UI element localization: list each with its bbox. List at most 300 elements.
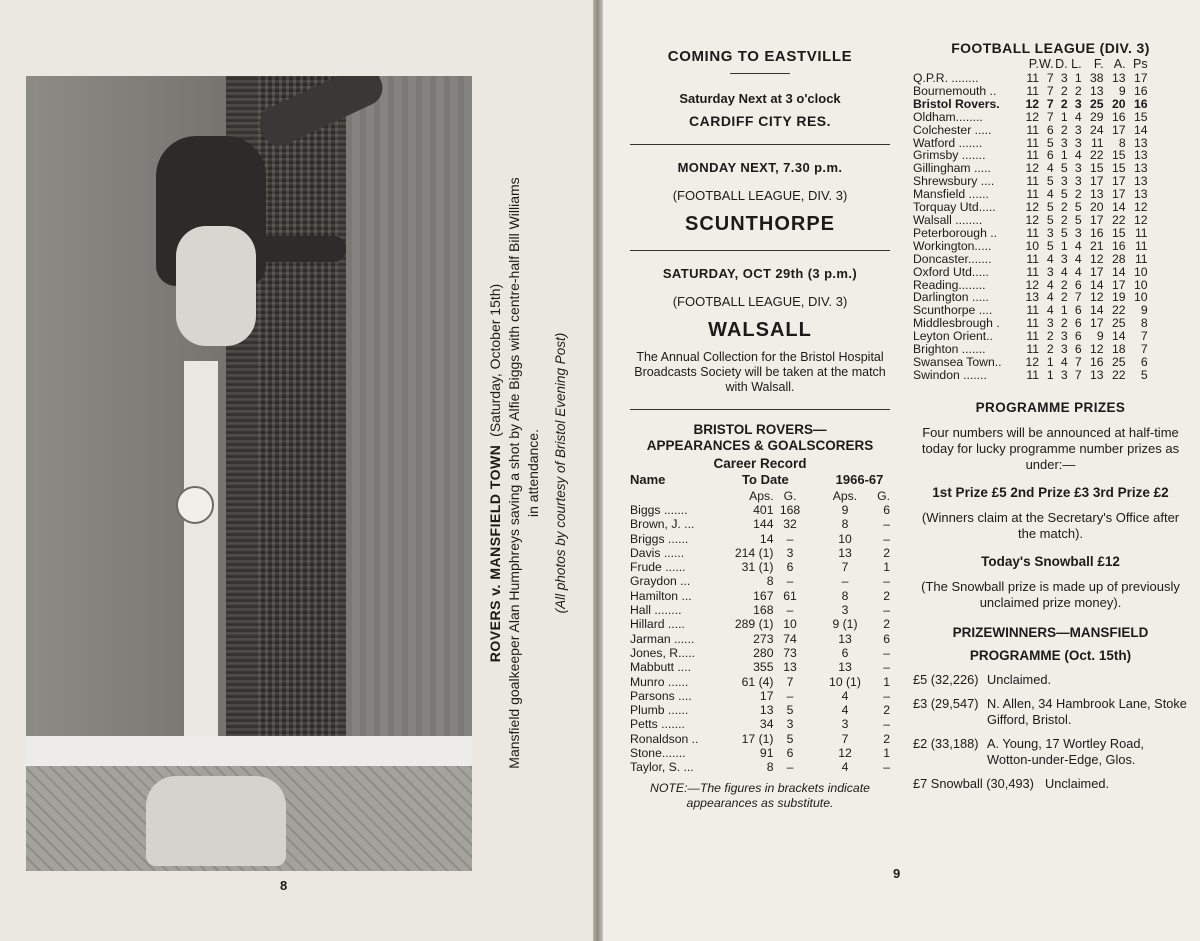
season-goals: 2 bbox=[883, 545, 890, 560]
prizewinner-row bbox=[913, 736, 1188, 767]
player-row bbox=[630, 660, 890, 674]
match1-when: Saturday Next at 3 o'clock bbox=[679, 91, 841, 106]
played: 11 bbox=[1026, 122, 1039, 137]
league-row bbox=[913, 253, 1148, 266]
goals-for: 13 bbox=[1090, 367, 1104, 382]
played: 11 bbox=[1026, 71, 1039, 85]
player-name: Petts ....... bbox=[630, 717, 685, 732]
points: 7 bbox=[1140, 329, 1148, 344]
drawn: 2 bbox=[1060, 122, 1068, 137]
goals-for: 20 bbox=[1090, 200, 1104, 215]
goals-against: 20 bbox=[1112, 96, 1126, 111]
photo-player2-legs bbox=[246, 236, 346, 262]
player-name: Jarman ...... bbox=[630, 631, 695, 646]
caption-credit: (All photos by courtesy of Bristol Evening Post) bbox=[553, 332, 568, 614]
won: 3 bbox=[1046, 225, 1054, 240]
prizes-intro: Four numbers will be announced at half-time today for lucky programme number prizes as under:— bbox=[921, 424, 1180, 472]
player-name: Brown, J. ... bbox=[630, 517, 695, 532]
drawn: 2 bbox=[1060, 316, 1068, 331]
team-name: Scunthorpe .... bbox=[913, 303, 993, 318]
goals-against: 16 bbox=[1112, 238, 1126, 253]
played: 12 bbox=[1025, 277, 1039, 292]
goals-against: 22 bbox=[1112, 212, 1126, 227]
player-name: Plumb ...... bbox=[630, 703, 689, 718]
book-gutter bbox=[593, 0, 603, 941]
goals-for: 14 bbox=[1090, 277, 1104, 292]
league-col-header: A. bbox=[1113, 57, 1126, 71]
career-apps: 34 bbox=[759, 717, 774, 732]
goals-against: 22 bbox=[1112, 367, 1126, 382]
played: 11 bbox=[1026, 225, 1039, 240]
league-row bbox=[913, 124, 1148, 137]
season-goals: – bbox=[883, 717, 890, 732]
drawn: 3 bbox=[1060, 342, 1068, 357]
career-goals: 5 bbox=[786, 731, 794, 746]
season-apps: 9 (1) bbox=[832, 617, 858, 632]
goals-for: 13 bbox=[1090, 187, 1104, 202]
career-goals: 73 bbox=[783, 645, 797, 660]
prizewinner-row bbox=[913, 672, 1188, 688]
drawn: 4 bbox=[1060, 264, 1068, 279]
player-name: Hillard ..... bbox=[630, 617, 685, 632]
won: 3 bbox=[1046, 264, 1054, 279]
player-name: Davis ...... bbox=[630, 545, 685, 560]
career-goals: 32 bbox=[783, 517, 797, 532]
match2-when: MONDAY NEXT, 7.30 p.m. bbox=[677, 160, 843, 175]
drawn: 3 bbox=[1060, 251, 1068, 266]
league-col-header: D. bbox=[1055, 57, 1068, 71]
season-apps: 13 bbox=[838, 631, 852, 646]
substitute-note: NOTE:—The figures in brackets indicate appearances as substitute. bbox=[649, 780, 871, 810]
points: 5 bbox=[1140, 367, 1148, 382]
goals-against: 15 bbox=[1112, 225, 1126, 240]
points: 15 bbox=[1134, 109, 1148, 124]
prizewinner-row bbox=[913, 776, 1188, 792]
goals-against: 16 bbox=[1112, 109, 1126, 124]
league-row bbox=[913, 240, 1148, 253]
player-row bbox=[630, 675, 890, 689]
goals-for: 13 bbox=[1090, 83, 1104, 98]
prizes-title: PROGRAMME PRIZES bbox=[975, 399, 1126, 415]
season-goals: – bbox=[883, 517, 890, 532]
season-goals: 1 bbox=[883, 674, 890, 689]
goals-against: 15 bbox=[1112, 148, 1126, 163]
match2-opponent: SCUNTHORPE bbox=[684, 213, 835, 235]
drawn: 1 bbox=[1060, 303, 1068, 318]
col-aps: Aps. bbox=[749, 489, 774, 503]
player-row bbox=[630, 517, 890, 531]
season-apps: 7 bbox=[841, 731, 849, 746]
won: 4 bbox=[1046, 161, 1054, 176]
won: 5 bbox=[1046, 212, 1054, 227]
drawn: 2 bbox=[1060, 96, 1068, 111]
caption-date: (Saturday, October 15th) bbox=[487, 283, 503, 437]
prize-label: £5 (32,226) bbox=[913, 671, 979, 687]
league-col-header: P. bbox=[1028, 57, 1039, 71]
short-rule bbox=[730, 73, 790, 74]
col-g: G. bbox=[783, 489, 797, 503]
season-apps: 4 bbox=[841, 688, 849, 703]
player-name: Jones, R..... bbox=[630, 645, 696, 660]
match3-when: SATURDAY, OCT 29th (3 p.m.) bbox=[662, 266, 858, 281]
lost: 4 bbox=[1074, 264, 1082, 279]
photo-ball bbox=[176, 486, 214, 524]
played: 11 bbox=[1026, 187, 1039, 202]
lost: 4 bbox=[1074, 109, 1082, 124]
points: 13 bbox=[1134, 187, 1148, 202]
won: 2 bbox=[1046, 342, 1054, 357]
goals-for: 9 bbox=[1096, 329, 1104, 344]
goals-for: 38 bbox=[1090, 71, 1104, 85]
career-apps: 8 bbox=[766, 760, 774, 775]
team-name: Bristol Rovers. bbox=[913, 96, 1000, 111]
played: 11 bbox=[1026, 329, 1039, 344]
played: 11 bbox=[1026, 83, 1039, 98]
season-apps: 13 bbox=[838, 660, 852, 675]
season-goals: – bbox=[883, 760, 890, 775]
caption-title: ROVERS v. MANSFIELD TOWN bbox=[487, 444, 503, 663]
team-name: Middlesbrough . bbox=[913, 316, 1000, 331]
drawn: 4 bbox=[1060, 354, 1068, 369]
lost: 2 bbox=[1074, 187, 1082, 202]
team-name: Mansfield ...... bbox=[913, 187, 989, 202]
goals-for: 16 bbox=[1090, 225, 1104, 240]
team-name: Oldham........ bbox=[913, 109, 983, 124]
played: 10 bbox=[1025, 238, 1039, 253]
played: 11 bbox=[1026, 148, 1039, 163]
player-name: Frude ...... bbox=[630, 560, 686, 575]
career-apps: 355 bbox=[753, 660, 774, 675]
goals-for: 12 bbox=[1090, 342, 1104, 357]
season-apps: 3 bbox=[841, 717, 849, 732]
won: 4 bbox=[1046, 290, 1054, 305]
team-name: Shrewsbury .... bbox=[913, 174, 995, 189]
drawn: 3 bbox=[1060, 135, 1068, 150]
goals-against: 17 bbox=[1112, 277, 1126, 292]
played: 12 bbox=[1025, 212, 1039, 227]
career-goals: 3 bbox=[786, 717, 794, 732]
prizewinner-row bbox=[913, 696, 1188, 727]
match1-opponent: CARDIFF CITY RES. bbox=[688, 113, 832, 129]
career-apps: 17 bbox=[759, 688, 774, 703]
goals-for: 17 bbox=[1090, 264, 1104, 279]
played: 11 bbox=[1026, 135, 1039, 150]
lost: 5 bbox=[1074, 212, 1082, 227]
league-col-header: Ps bbox=[1133, 57, 1148, 71]
player-row bbox=[630, 632, 890, 646]
photo-crossbar bbox=[26, 736, 472, 766]
career-apps: 167 bbox=[753, 588, 774, 603]
season-goals: – bbox=[883, 688, 890, 703]
won: 2 bbox=[1046, 329, 1054, 344]
match3-opponent: WALSALL bbox=[708, 319, 812, 341]
points: 11 bbox=[1134, 238, 1148, 253]
goals-for: 22 bbox=[1090, 148, 1104, 163]
career-apps: 401 bbox=[753, 503, 774, 517]
player-row bbox=[630, 603, 890, 617]
caption-description-2: in attendance. bbox=[525, 429, 541, 517]
won: 6 bbox=[1046, 148, 1054, 163]
goals-against: 15 bbox=[1112, 161, 1126, 176]
career-apps: 31 (1) bbox=[741, 560, 774, 575]
col-name: Name bbox=[630, 472, 666, 487]
goals-against: 14 bbox=[1112, 264, 1126, 279]
player-row bbox=[630, 717, 890, 731]
lost: 4 bbox=[1074, 238, 1082, 253]
player-name: Stone....... bbox=[630, 746, 686, 761]
goals-for: 12 bbox=[1090, 290, 1104, 305]
player-row bbox=[630, 732, 890, 746]
played: 11 bbox=[1026, 174, 1039, 189]
match-photo bbox=[26, 76, 472, 871]
played: 12 bbox=[1025, 200, 1039, 215]
team-name: Leyton Orient.. bbox=[913, 329, 993, 344]
played: 12 bbox=[1025, 354, 1039, 369]
prizewinners-subtitle: PROGRAMME (Oct. 15th) bbox=[969, 647, 1132, 663]
points: 17 bbox=[1134, 71, 1148, 85]
goals-against: 17 bbox=[1112, 122, 1126, 137]
lost: 6 bbox=[1074, 316, 1082, 331]
won: 4 bbox=[1046, 251, 1054, 266]
career-record-label: Career Record bbox=[713, 456, 807, 471]
won: 5 bbox=[1046, 200, 1054, 215]
won: 5 bbox=[1046, 174, 1054, 189]
drawn: 1 bbox=[1060, 109, 1068, 124]
won: 4 bbox=[1046, 303, 1054, 318]
played: 12 bbox=[1025, 161, 1039, 176]
team-name: Brighton ....... bbox=[913, 342, 986, 357]
career-apps: 273 bbox=[753, 631, 774, 646]
season-apps: 10 bbox=[838, 531, 852, 546]
goals-for: 17 bbox=[1090, 212, 1104, 227]
season-goals: 6 bbox=[883, 503, 890, 517]
points: 16 bbox=[1134, 83, 1148, 98]
points: 14 bbox=[1134, 122, 1148, 137]
appearances-title-line1: BRISTOL ROVERS— bbox=[693, 422, 827, 437]
career-apps: 17 (1) bbox=[741, 731, 774, 746]
lost: 6 bbox=[1074, 303, 1082, 318]
points: 10 bbox=[1134, 277, 1148, 292]
player-name: Graydon ... bbox=[630, 574, 691, 589]
player-row bbox=[630, 689, 890, 703]
appearances-title-line2: APPEARANCES & GOALSCORERS bbox=[646, 438, 874, 453]
team-name: Reading........ bbox=[913, 277, 986, 292]
points: 16 bbox=[1134, 96, 1148, 111]
drawn: 2 bbox=[1060, 212, 1068, 227]
lost: 3 bbox=[1074, 161, 1082, 176]
player-row bbox=[630, 760, 890, 774]
career-goals: – bbox=[786, 603, 794, 618]
lost: 4 bbox=[1074, 148, 1082, 163]
player-row bbox=[630, 532, 890, 546]
won: 5 bbox=[1046, 135, 1054, 150]
career-goals: 6 bbox=[786, 560, 794, 575]
points: 10 bbox=[1134, 264, 1148, 279]
career-goals: – bbox=[786, 531, 794, 546]
goals-for: 17 bbox=[1090, 316, 1104, 331]
played: 11 bbox=[1026, 367, 1039, 382]
drawn: 5 bbox=[1060, 187, 1068, 202]
drawn: 2 bbox=[1060, 200, 1068, 215]
goals-for: 14 bbox=[1090, 303, 1104, 318]
played: 11 bbox=[1026, 303, 1039, 318]
prize-winner: N. Allen, 34 Hambrook Lane, Stoke Gifford, Bristol. bbox=[987, 696, 1187, 727]
match2-competition: (FOOTBALL LEAGUE, DIV. 3) bbox=[672, 188, 848, 203]
goals-for: 11 bbox=[1090, 135, 1104, 150]
season-apps: 7 bbox=[841, 560, 849, 575]
league-col-header: W. bbox=[1039, 57, 1054, 71]
career-goals: 3 bbox=[786, 545, 794, 560]
goals-for: 24 bbox=[1090, 122, 1104, 137]
career-goals: – bbox=[786, 574, 794, 589]
lost: 7 bbox=[1074, 290, 1082, 305]
left-column bbox=[630, 40, 890, 811]
season-apps: 4 bbox=[841, 703, 849, 718]
goals-against: 13 bbox=[1112, 71, 1126, 85]
career-apps: 8 bbox=[766, 574, 774, 589]
player-name: Hamilton ... bbox=[630, 588, 692, 603]
season-apps: 12 bbox=[838, 746, 852, 761]
goals-against: 25 bbox=[1112, 316, 1126, 331]
col-g: G. bbox=[877, 489, 890, 503]
points: 13 bbox=[1134, 148, 1148, 163]
career-apps: 144 bbox=[753, 517, 774, 532]
season-apps: 8 bbox=[841, 517, 849, 532]
points: 11 bbox=[1134, 251, 1148, 266]
left-page bbox=[0, 0, 593, 941]
page-number-left: 8 bbox=[280, 878, 288, 893]
drawn: 3 bbox=[1060, 367, 1068, 382]
league-row bbox=[913, 72, 1148, 85]
goals-against: 9 bbox=[1118, 83, 1126, 98]
career-apps: 91 bbox=[759, 746, 774, 761]
lost: 7 bbox=[1074, 367, 1082, 382]
prize-amounts: 1st Prize £5 2nd Prize £3 3rd Prize £2 bbox=[932, 484, 1169, 500]
points: 12 bbox=[1134, 200, 1148, 215]
photo-caption bbox=[478, 76, 578, 871]
league-row bbox=[913, 85, 1148, 98]
drawn: 1 bbox=[1060, 238, 1068, 253]
league-row bbox=[913, 214, 1148, 227]
player-row bbox=[630, 646, 890, 660]
season-apps: 13 bbox=[838, 545, 852, 560]
team-name: Q.P.R. ........ bbox=[913, 71, 979, 85]
career-apps: 61 (4) bbox=[741, 674, 774, 689]
team-name: Darlington ..... bbox=[913, 290, 989, 305]
points: 8 bbox=[1140, 316, 1148, 331]
goals-for: 29 bbox=[1090, 109, 1104, 124]
goals-for: 16 bbox=[1090, 354, 1104, 369]
prize-winner: Unclaimed. bbox=[987, 671, 1052, 687]
lost: 3 bbox=[1074, 225, 1082, 240]
prize-label: £2 (33,188) bbox=[913, 736, 979, 752]
career-apps: 280 bbox=[753, 645, 774, 660]
player-name: Ronaldson .. bbox=[630, 731, 699, 746]
team-name: Swansea Town.. bbox=[913, 354, 1002, 369]
lost: 3 bbox=[1074, 96, 1082, 111]
career-goals: 61 bbox=[783, 588, 797, 603]
prizewinners-title: PRIZEWINNERS—MANSFIELD bbox=[952, 624, 1149, 640]
career-goals: 7 bbox=[786, 674, 794, 689]
drawn: 2 bbox=[1060, 290, 1068, 305]
lost: 1 bbox=[1074, 71, 1082, 85]
claim-note: (Winners claim at the Secretary's Office after the match). bbox=[921, 509, 1180, 541]
career-goals: 168 bbox=[779, 503, 801, 517]
page-number-right: 9 bbox=[893, 866, 901, 881]
team-name: Torquay Utd..... bbox=[913, 200, 996, 215]
team-name: Watford ....... bbox=[913, 135, 983, 150]
won: 6 bbox=[1046, 122, 1054, 137]
career-apps: 289 (1) bbox=[734, 617, 774, 632]
lost: 2 bbox=[1074, 83, 1082, 98]
points: 11 bbox=[1134, 225, 1148, 240]
season-goals: 2 bbox=[883, 617, 890, 632]
goals-against: 19 bbox=[1112, 290, 1126, 305]
drawn: 3 bbox=[1060, 329, 1068, 344]
player-name: Hall ........ bbox=[630, 603, 682, 618]
league-col-header: L. bbox=[1071, 57, 1082, 71]
drawn: 2 bbox=[1060, 277, 1068, 292]
lost: 5 bbox=[1074, 200, 1082, 215]
team-name: Gillingham ..... bbox=[913, 161, 991, 176]
won: 3 bbox=[1046, 316, 1054, 331]
player-row bbox=[630, 560, 890, 574]
goals-for: 17 bbox=[1090, 174, 1104, 189]
match3-competition: (FOOTBALL LEAGUE, DIV. 3) bbox=[672, 294, 848, 309]
player-row bbox=[630, 617, 890, 631]
player-row bbox=[630, 589, 890, 603]
points: 13 bbox=[1134, 174, 1148, 189]
drawn: 3 bbox=[1060, 71, 1068, 85]
career-goals: 6 bbox=[786, 746, 794, 761]
appearances-table bbox=[630, 471, 890, 775]
won: 7 bbox=[1046, 96, 1054, 111]
season-apps: 3 bbox=[841, 603, 849, 618]
goals-against: 17 bbox=[1112, 174, 1126, 189]
won: 5 bbox=[1046, 238, 1054, 253]
prizewinners-list bbox=[913, 672, 1188, 792]
played: 11 bbox=[1026, 251, 1039, 266]
goals-against: 8 bbox=[1118, 135, 1126, 150]
goals-against: 22 bbox=[1112, 303, 1126, 318]
played: 11 bbox=[1026, 264, 1039, 279]
player-name: Munro ...... bbox=[630, 674, 689, 689]
season-goals: 1 bbox=[883, 746, 890, 761]
league-row bbox=[913, 369, 1148, 382]
lost: 3 bbox=[1074, 135, 1082, 150]
season-apps: 4 bbox=[841, 760, 849, 775]
played: 12 bbox=[1025, 109, 1039, 124]
goals-against: 18 bbox=[1112, 342, 1126, 357]
lost: 4 bbox=[1074, 251, 1082, 266]
career-apps: 13 bbox=[759, 703, 774, 718]
photo-player2 bbox=[176, 226, 256, 346]
col-aps: Aps. bbox=[832, 489, 858, 503]
won: 1 bbox=[1046, 354, 1054, 369]
league-title: FOOTBALL LEAGUE (DIV. 3) bbox=[951, 40, 1150, 56]
points: 12 bbox=[1134, 212, 1148, 227]
drawn: 3 bbox=[1060, 174, 1068, 189]
season-goals: – bbox=[883, 531, 890, 546]
drawn: 5 bbox=[1060, 225, 1068, 240]
collection-note: The Annual Collection for the Bristol Hospital Broadcasts Society will be taken at the match with Walsall. bbox=[634, 350, 886, 394]
snowball-amount: Today's Snowball £12 bbox=[981, 553, 1120, 569]
season-goals: – bbox=[883, 645, 890, 660]
league-table bbox=[913, 56, 1148, 382]
won: 1 bbox=[1046, 367, 1054, 382]
goals-against: 14 bbox=[1112, 329, 1126, 344]
won: 7 bbox=[1046, 83, 1054, 98]
